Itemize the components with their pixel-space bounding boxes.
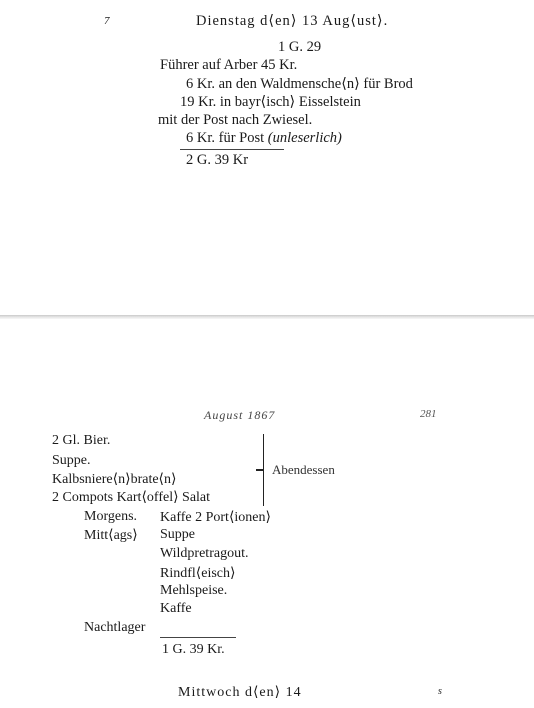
meal-item: Suppe — [160, 527, 195, 542]
dinner-label: Abendessen — [272, 462, 335, 477]
expense-line: mit der Post nach Zwiesel. — [158, 112, 313, 128]
next-entry-heading: Mittwoch d⟨en⟩ 14 — [178, 685, 302, 700]
page-number: 7 — [104, 15, 110, 27]
dinner-item: 2 Compots Kart⟨offel⟩ Salat — [52, 490, 211, 505]
meal-label: Morgens. — [84, 509, 138, 524]
running-head: August 1867 — [204, 408, 276, 422]
dinner-item: Kalbsniere⟨n⟩brate⟨n⟩ — [52, 472, 177, 487]
meal-item: Kaffe — [160, 601, 192, 616]
total-line: 1 G. 39 Kr. — [162, 642, 225, 657]
meal-item: Wildpretragout. — [160, 546, 249, 561]
page-divider — [0, 315, 534, 319]
meal-item: Kaffe 2 Port⟨ionen⟩ — [160, 510, 271, 525]
brace-tip — [256, 469, 264, 471]
expense-line: 6 Kr. an den Waldmensche⟨n⟩ für Brod — [186, 76, 413, 92]
total-line: 2 G. 39 Kr — [186, 152, 249, 168]
unreadable-note: (unleserlich) — [267, 130, 342, 146]
entry-heading: Dienstag d⟨en⟩ 13 Aug⟨ust⟩. — [196, 13, 389, 29]
expense-line: 19 Kr. in bayr⟨isch⟩ Eisselstein — [180, 94, 361, 110]
expense-line: 1 G. 29 — [278, 39, 322, 55]
corner-mark: s — [438, 686, 442, 697]
page-number: 281 — [420, 408, 437, 420]
expense-line: Führer auf Arber 45 Kr. — [160, 57, 298, 73]
dinner-item: 2 Gl. Bier. — [52, 433, 111, 448]
sum-rule — [160, 637, 236, 638]
meal-item: Rindfl⟨eisch⟩ — [160, 566, 236, 581]
expense-line — [186, 130, 342, 147]
sum-rule — [180, 149, 284, 150]
dinner-item: Suppe. — [52, 453, 91, 468]
night-label: Nachtlager — [84, 620, 146, 635]
meal-label: Mitt⟨ags⟩ — [84, 528, 138, 543]
expense-text: 6 Kr. für Post — [186, 130, 265, 146]
meal-item: Mehlspeise. — [160, 583, 228, 598]
